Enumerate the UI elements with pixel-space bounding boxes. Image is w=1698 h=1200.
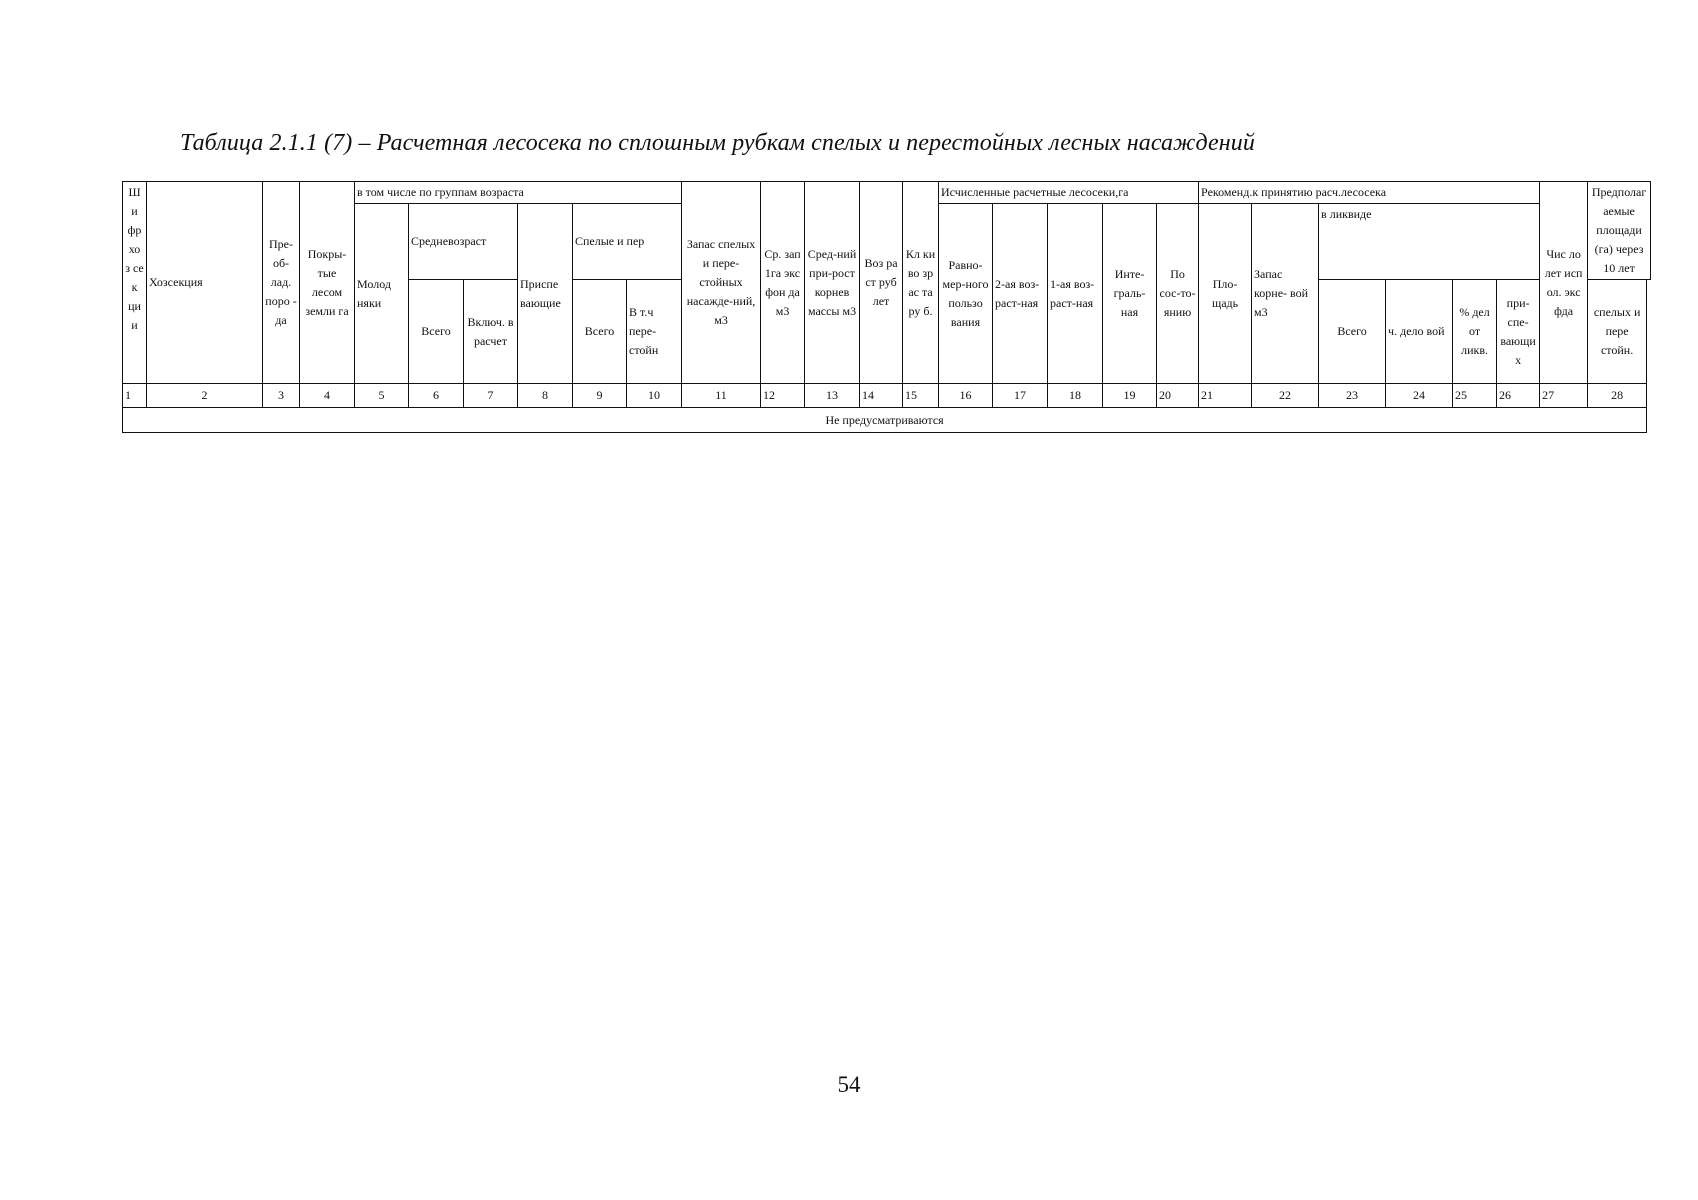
column-number: 13 — [805, 384, 860, 408]
column-number: 6 — [409, 384, 464, 408]
column-number: 18 — [1048, 384, 1103, 408]
header-pre-mature: Приспе вающие — [518, 204, 573, 384]
header-young: Молод няки — [355, 204, 409, 384]
header-cutting-age: Воз ра ст руб лет — [860, 182, 903, 384]
header-liquid-total: Всего — [1319, 280, 1386, 384]
column-number: 15 — [903, 384, 939, 408]
allowable-cut-table — [122, 181, 1651, 433]
note-row — [123, 408, 1651, 433]
column-number: 26 — [1497, 384, 1540, 408]
header-second-age: 2-ая воз-раст-ная — [993, 204, 1048, 384]
table-caption: Таблица 2.1.1 (7) – Расчетная лесосека по сплошным рубкам спелых и перестойных лесных насаждений — [180, 130, 1255, 156]
header-in-liquid: в ликвиде — [1319, 204, 1540, 280]
column-number: 11 — [682, 384, 761, 408]
header-age-class: Кл ки во зр ас та ру б. — [903, 182, 939, 384]
header-mature-total: Всего — [573, 280, 627, 384]
header-by-condition: По сос-то-янию — [1157, 204, 1199, 384]
column-number: 3 — [263, 384, 300, 408]
column-number: 20 — [1157, 384, 1199, 408]
header-projected-areas: Предполагаемые площади (га) через 10 лет — [1588, 182, 1651, 280]
column-number: 27 — [1540, 384, 1588, 408]
header-business-part: ч. дело вой — [1386, 280, 1453, 384]
header-computed-cuts: Исчисленные расчетные лесосеки,га — [939, 182, 1199, 204]
column-number: 22 — [1252, 384, 1319, 408]
column-number: 14 — [860, 384, 903, 408]
column-number: 16 — [939, 384, 993, 408]
header-avg-stock: Ср. зап 1га экс фон да м3 — [761, 182, 805, 384]
header-years-of-use: Чис ло лет исп ол. экс фда — [1540, 182, 1588, 384]
column-number: 7 — [464, 384, 518, 408]
page-number: 54 — [837, 1072, 861, 1097]
header-age-groups: в том числе по группам возраста — [355, 182, 682, 204]
header-first-age: 1-ая воз-раст-ная — [1048, 204, 1103, 384]
header-row-1 — [123, 182, 1651, 204]
header-area: Пло-щадь — [1199, 204, 1252, 384]
header-stock-mature: Запас спелых и пере-стойных насажде-ний, м3 — [682, 182, 761, 384]
column-number: 1 — [123, 384, 147, 408]
column-number: 24 — [1386, 384, 1453, 408]
header-mature-over: Спелые и пер — [573, 204, 682, 280]
column-number: 4 — [300, 384, 355, 408]
header-recommended-cut: Рекоменд.к принятию расч.лесосека — [1199, 182, 1540, 204]
column-number: 12 — [761, 384, 805, 408]
header-avg-growth: Сред-ний при-рост корнев массы м3 — [805, 182, 860, 384]
header-integral: Инте-граль-ная — [1103, 204, 1157, 384]
column-numbers-row — [123, 384, 1651, 408]
header-middle-aged: Средневозраст — [409, 204, 518, 280]
not-provided-note: Не предусматриваются — [123, 408, 1647, 433]
column-number: 23 — [1319, 384, 1386, 408]
header-forest-section: Хозсекция — [147, 182, 263, 384]
header-pre-mature-projected: при-спе-вающи х — [1497, 280, 1540, 384]
header-forested-lands: Покры-тые лесом земли га — [300, 182, 355, 384]
column-number: 5 — [355, 384, 409, 408]
header-root-stock: Запас корне- вой м3 — [1252, 204, 1319, 384]
header-dominant-species: Пре-об-лад. поро - да — [263, 182, 300, 384]
header-middle-total: Всего — [409, 280, 464, 384]
header-mature-projected: спелых и пере стойн. — [1588, 280, 1647, 384]
column-number: 9 — [573, 384, 627, 408]
header-uniform-use: Равно-мер-ного пользо вания — [939, 204, 993, 384]
column-number: 19 — [1103, 384, 1157, 408]
header-cipher: Ш и фр хо з се к ци и — [123, 182, 147, 384]
column-number: 8 — [518, 384, 573, 408]
column-number: 2 — [147, 384, 263, 408]
column-number: 10 — [627, 384, 682, 408]
column-number: 28 — [1588, 384, 1647, 408]
column-number: 25 — [1453, 384, 1497, 408]
header-business-percent: % дел от ликв. — [1453, 280, 1497, 384]
header-middle-included: Включ. в расчет — [464, 280, 518, 384]
header-mature-overmature: В т.ч пере-стойн — [627, 280, 682, 384]
column-number: 17 — [993, 384, 1048, 408]
column-number: 21 — [1199, 384, 1252, 408]
